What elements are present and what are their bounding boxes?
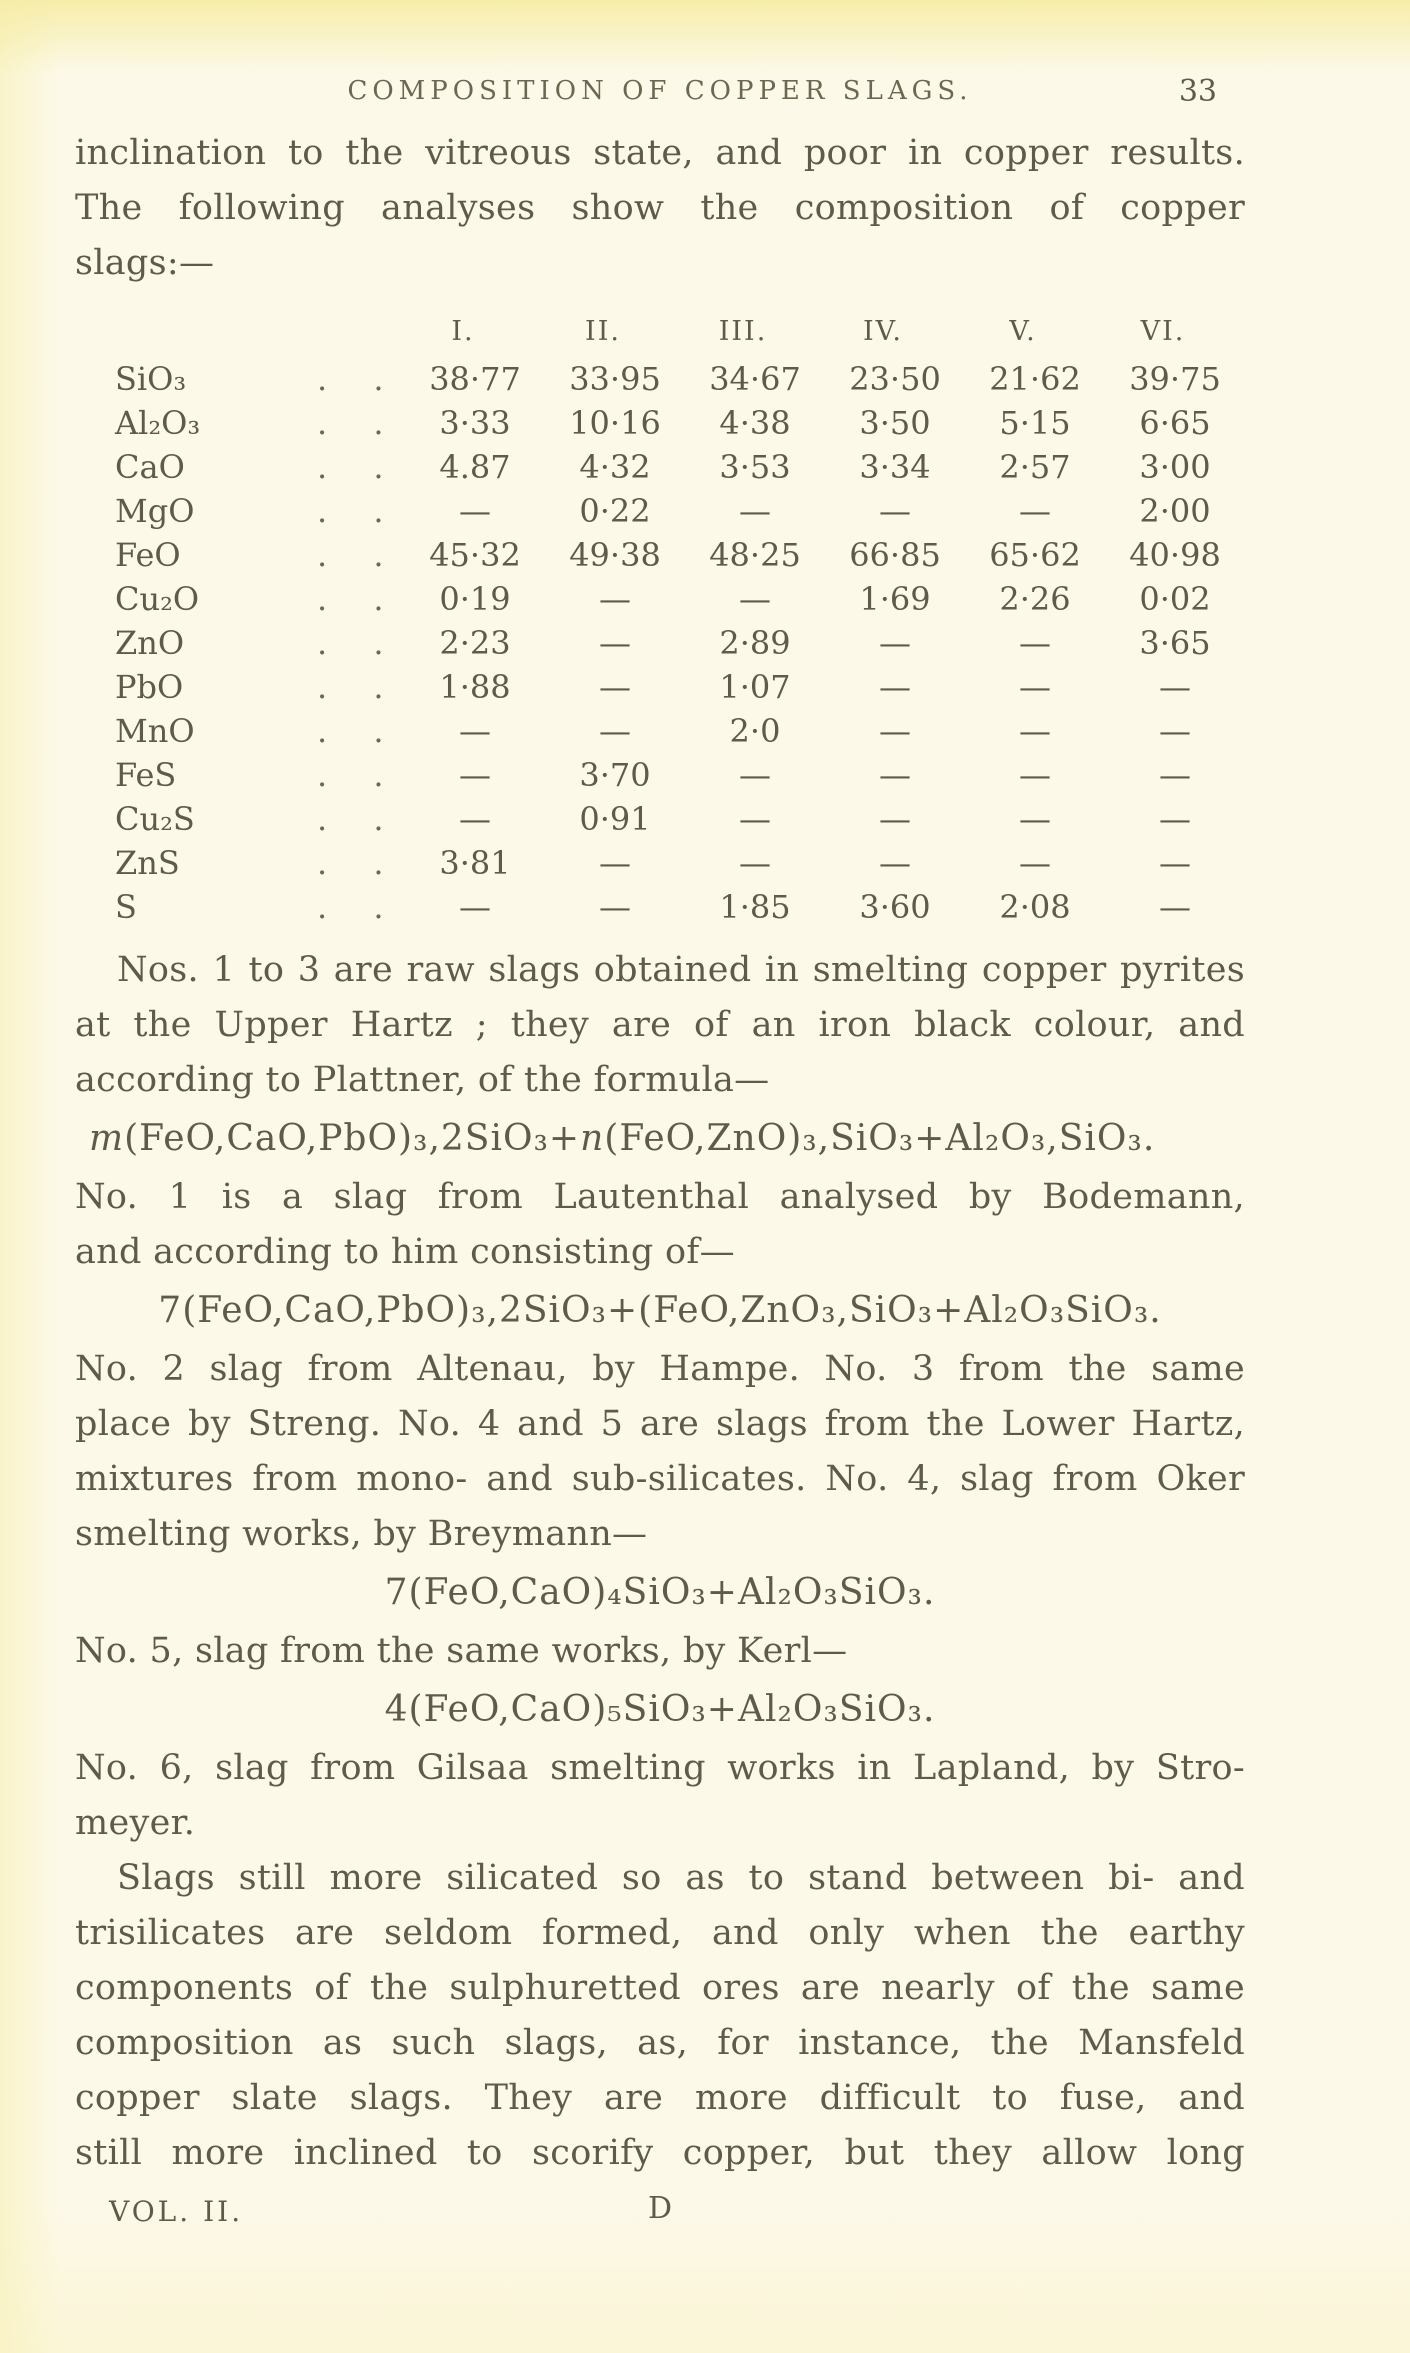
value-cell: 2·0 [729,712,781,750]
leader-dots: . . [317,624,384,662]
table-row [115,401,1245,445]
formula-plattner [75,1108,1245,1170]
value-cell: — [599,668,631,706]
leader-dots: . . [317,580,384,618]
value-cell: — [879,844,911,882]
compound-label: CaO [115,448,185,486]
value-cell: 2·57 [999,448,1071,486]
column-header-5: V. [1009,316,1037,347]
value-cell: — [739,800,771,838]
text-line: place by Streng. No. 4 and 5 are slags from the Lower Hartz, [75,1404,1245,1444]
formula-variable-n: n [580,1118,605,1159]
column-header-4: IV. [862,316,904,347]
table-row [115,445,1245,489]
value-cell: — [1019,800,1051,838]
leader-dots: . . [317,536,384,574]
text-line: components of the sulphuretted ores are nearly of the same [75,1968,1245,2008]
value-cell: 38·77 [429,360,521,398]
value-cell: 33·95 [569,360,661,398]
formula-breymann: 7(FeO,CaO)₄SiO₃+Al₂O₃SiO₃. [384,1572,936,1613]
column-header-1: I. [451,316,475,347]
text-line: mixtures from mono- and sub-silicates. No. 4, slag from Oker [75,1459,1245,1499]
compound-label: FeS [115,756,177,794]
value-cell: 4·32 [579,448,651,486]
text-line: Slags still more silicated so as to stand between bi- and [117,1858,1245,1898]
value-cell: — [879,800,911,838]
text-line: inclination to the vitreous state, and poor in copper results. [75,133,1245,173]
value-cell: — [599,844,631,882]
value-cell: — [1019,712,1051,750]
value-cell: 3·33 [439,404,511,442]
paragraph-no-5 [75,1624,1245,1679]
formula-segment: (FeO,CaO,PbO)₃,2SiO₃+ [124,1118,581,1159]
value-cell: — [1159,668,1191,706]
text-line: No. 5, slag from the same works, by Kerl— [75,1631,848,1671]
value-cell: 0·19 [439,580,511,618]
leader-dots: . . [317,888,384,926]
value-cell: 10·16 [569,404,661,442]
text-line: still more inclined to scorify copper, but they allow long [75,2133,1245,2173]
paragraph-no-1 [75,1170,1245,1280]
page-number: 33 [1178,74,1217,109]
table-row [115,797,1245,841]
table-row [115,885,1245,929]
value-cell: 2·00 [1139,492,1211,530]
compound-label: FeO [115,536,181,574]
value-cell: — [1159,844,1191,882]
value-cell: 5·15 [999,404,1071,442]
value-cell: 0·02 [1139,580,1211,618]
value-cell: 23·50 [849,360,941,398]
value-cell: 2·89 [719,624,791,662]
value-cell: — [1019,756,1051,794]
value-cell: 0·22 [579,492,651,530]
value-cell: 1·85 [719,888,791,926]
value-cell: 3·60 [859,888,931,926]
value-cell: — [599,888,631,926]
compound-label: S [115,888,137,926]
value-cell: 34·67 [709,360,801,398]
table-header-row [115,307,1245,357]
value-cell: — [879,624,911,662]
value-cell: — [739,492,771,530]
text-line: meyer. [75,1803,196,1843]
value-cell: — [459,888,491,926]
compound-label: ZnO [115,624,185,662]
table-row [115,841,1245,885]
paragraph-no-2-to-4 [75,1342,1245,1562]
value-cell: — [1019,624,1051,662]
compound-label: SiO₃ [115,360,187,398]
value-cell: 2·26 [999,580,1071,618]
leader-dots: . . [317,360,384,398]
value-cell: 3·53 [719,448,791,486]
text-line: Nos. 1 to 3 are raw slags obtained in smelting copper pyrites [117,950,1245,990]
leader-dots: . . [317,844,384,882]
value-cell: — [1159,756,1191,794]
value-cell: 3·70 [579,756,651,794]
volume-label: VOL. II. [109,2195,244,2228]
text-line: No. 1 is a slag from Lautenthal analysed by Bodemann, [75,1177,1245,1217]
formula-bodemann: 7(FeO,CaO,PbO)₃,2SiO₃+(FeO,ZnO₃,SiO₃+Al₂O₃SiO₃. [158,1290,1162,1331]
formula-segment: (FeO,ZnO)₃,SiO₃+Al₂O₃,SiO₃. [604,1118,1156,1159]
text-line: slags:— [75,243,215,283]
value-cell: 3·00 [1139,448,1211,486]
value-cell: 48·25 [709,536,801,574]
compound-label: Cu₂O [115,580,200,618]
table-row [115,489,1245,533]
table-row [115,753,1245,797]
value-cell: 40·98 [1129,536,1221,574]
text-line: at the Upper Hartz ; they are of an iron black colour, and [75,1005,1245,1045]
column-header-3: III. [718,316,768,347]
value-cell: 4·38 [719,404,791,442]
value-cell: — [739,756,771,794]
printer-signature: D [647,2191,673,2226]
compound-label: PbO [115,668,184,706]
compound-label: ZnS [115,844,180,882]
text-line: No. 6, slag from Gilsaa smelting works in Lapland, by Stro- [75,1748,1245,1788]
value-cell: 3·50 [859,404,931,442]
value-cell: — [739,844,771,882]
formula-variable-m: m [89,1118,125,1159]
running-head: COMPOSITION OF COPPER SLAGS. [347,76,973,106]
leader-dots: . . [317,492,384,530]
value-cell: 3·34 [859,448,931,486]
leader-dots: . . [317,448,384,486]
text-line: according to Plattner, of the formula— [75,1060,770,1100]
leader-dots: . . [317,712,384,750]
value-cell: — [599,580,631,618]
leader-dots: . . [317,668,384,706]
value-cell: — [1159,712,1191,750]
value-cell: 2·23 [439,624,511,662]
compound-label: Cu₂S [115,800,195,838]
value-cell: — [1019,492,1051,530]
value-cell: — [459,756,491,794]
text-line: composition as such slags, as, for instance, the Mansfeld [75,2023,1245,2063]
value-cell: 3·65 [1139,624,1211,662]
value-cell: — [599,712,631,750]
formula-kerl: 4(FeO,CaO)₅SiO₃+Al₂O₃SiO₃. [384,1689,936,1730]
value-cell: — [1159,888,1191,926]
text-line: No. 2 slag from Altenau, by Hampe. No. 3 from the same [75,1349,1245,1389]
value-cell: — [1019,844,1051,882]
value-cell: 39·75 [1129,360,1221,398]
value-cell: 2·08 [999,888,1071,926]
table-row [115,709,1245,753]
column-header-6: VI. [1140,316,1186,347]
compound-label: MgO [115,492,195,530]
table-row [115,621,1245,665]
text-line: trisilicates are seldom formed, and only when the earthy [75,1913,1245,1953]
paragraph-no-6 [75,1741,1245,1851]
table-row [115,665,1245,709]
paragraph-intro [75,126,1245,291]
value-cell: — [599,624,631,662]
column-header-2: II. [585,316,621,347]
compound-label: Al₂O₃ [115,404,201,442]
text-line: smelting works, by Breymann— [75,1514,648,1554]
analysis-table-body [115,357,1245,929]
value-cell: 21·62 [989,360,1081,398]
value-cell: — [459,492,491,530]
text-line: The following analyses show the composition of copper [75,188,1245,228]
value-cell: — [879,712,911,750]
paragraph-nos-1-to-3 [75,943,1245,1108]
page-content [75,0,1245,2246]
value-cell: 65·62 [989,536,1081,574]
text-line: copper slate slags. They are more difficult to fuse, and [75,2078,1245,2118]
table-row [115,577,1245,621]
value-cell: 3·81 [439,844,511,882]
value-cell: 1·88 [439,668,511,706]
value-cell: — [1159,800,1191,838]
value-cell: 1·69 [859,580,931,618]
value-cell: — [879,492,911,530]
value-cell: — [739,580,771,618]
leader-dots: . . [317,756,384,794]
value-cell: 49·38 [569,536,661,574]
value-cell: 1·07 [719,668,791,706]
value-cell: 45·32 [429,536,521,574]
value-cell: 66·85 [849,536,941,574]
page-header [75,0,1245,109]
value-cell: — [1019,668,1051,706]
compound-label: MnO [115,712,195,750]
value-cell: 0·91 [579,800,651,838]
value-cell: 4.87 [439,448,511,486]
value-cell: — [459,712,491,750]
text-line: and according to him consisting of— [75,1232,735,1272]
value-cell: — [879,668,911,706]
value-cell: 6·65 [1139,404,1211,442]
value-cell: — [459,800,491,838]
value-cell: — [879,756,911,794]
leader-dots: . . [317,800,384,838]
table-row [115,357,1245,401]
paragraph-silicated [75,1851,1245,2181]
page-footer [75,2191,1245,2246]
leader-dots: . . [317,404,384,442]
analysis-table [115,307,1245,929]
table-row [115,533,1245,577]
